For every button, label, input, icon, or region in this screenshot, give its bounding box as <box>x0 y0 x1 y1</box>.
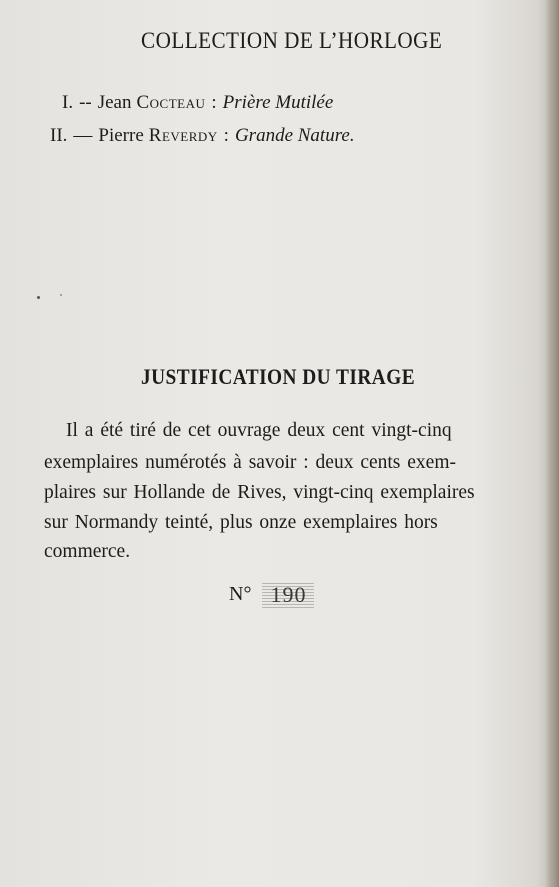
book-number: II. <box>50 125 68 146</box>
paper-speck <box>37 296 40 299</box>
book-number: I. <box>62 92 74 113</box>
book-separator: — <box>73 125 93 146</box>
paragraph-line: plaires sur Hollande de Rives, vingt-cinq exemplaires <box>44 482 475 503</box>
book-list-item-1 <box>62 92 333 114</box>
justification-title: JUSTIFICATION DU TIRAGE <box>141 364 416 389</box>
copy-number <box>229 580 314 606</box>
book-title: Prière Mutilée <box>222 92 334 113</box>
paragraph-line: exemplaires numérotés à savoir : deux cents exem- <box>44 452 456 473</box>
author-last-name: Cocteau <box>136 92 206 113</box>
author-first-name: Jean <box>97 92 132 113</box>
copy-number-label: N° <box>229 583 252 605</box>
book-colon: : <box>211 92 217 113</box>
book-separator: -- <box>79 92 92 113</box>
paper-speck <box>60 294 62 296</box>
book-colon: : <box>223 125 229 146</box>
book-list-item-2 <box>50 125 355 147</box>
copy-number-value: 190 <box>262 582 314 608</box>
page-edge-shadow <box>545 0 559 887</box>
paragraph-line: Il a été tiré de cet ouvrage deux cent vingt-cinq <box>66 420 452 441</box>
collection-title: COLLECTION DE L’HORLOGE <box>141 28 443 53</box>
author-last-name: Reverdy <box>148 125 218 146</box>
paragraph-line: sur Normandy teinté, plus onze exemplaires hors <box>44 512 438 533</box>
paragraph-line: commerce. <box>44 541 131 562</box>
book-title: Grande Nature. <box>234 125 355 146</box>
author-first-name: Pierre <box>98 125 144 146</box>
